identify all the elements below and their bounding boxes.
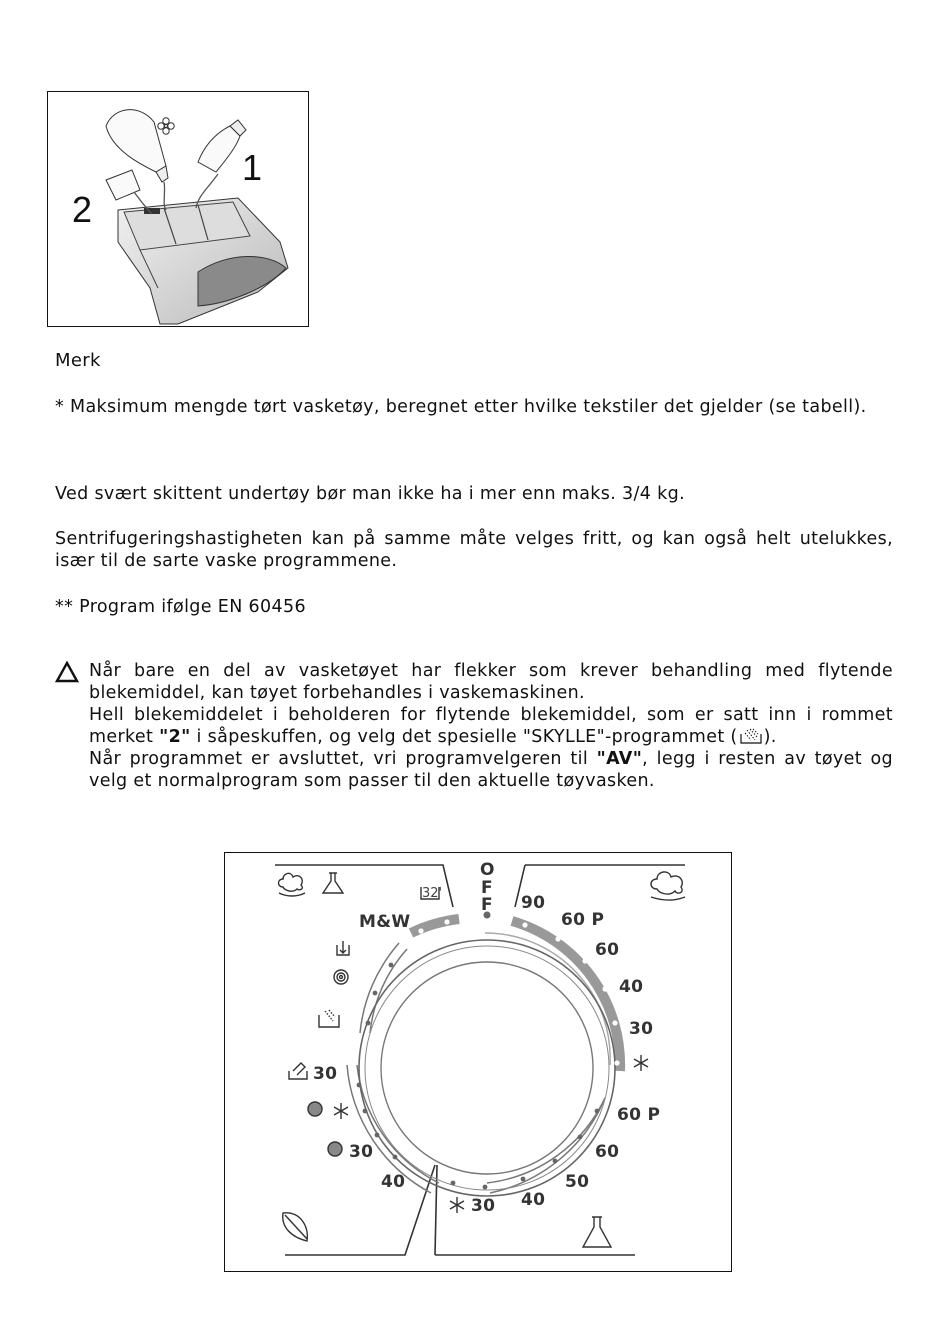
temp-90: 90 [521,893,546,913]
cotton-cold-icon [651,872,685,900]
detergent-drawer-illustration [48,92,310,328]
wool-icon-1 [308,1102,322,1116]
temp-30-synth: 30 [471,1196,496,1216]
program-dial-figure [224,852,732,1272]
program-dial [225,853,733,1273]
synthetic-icon [323,873,343,893]
warning-text [89,660,893,792]
spiral-icon [334,970,348,984]
note-program-standard: ** Program ifølge EN 60456 [55,597,306,617]
note-max-load: * Maksimum mengde tørt vasketøy, beregnet etter hvilke tekstiler det gjelder (se tabell). [55,397,867,417]
detergent-drawer-figure [47,91,309,327]
wool-icon-2 [328,1142,342,1156]
compartment-label-1: 1 [242,147,263,188]
warning-triangle-icon [55,661,79,683]
compartment-label-2: 2 [72,189,93,230]
snowflake-icon-1 [334,1103,348,1119]
snowflake-icon-2 [634,1055,648,1071]
rinse-icon [319,1010,339,1027]
temp-60-synth: 60 [595,1142,620,1162]
snowflake-icon-3 [450,1197,464,1213]
handwash-icon [289,1063,307,1079]
temp-40: 40 [619,977,644,997]
label-32min: 32' [422,886,443,901]
temp-50-synth: 50 [565,1172,590,1192]
off-letter-f2: F [481,895,493,915]
synthetic-icon-bottom [583,1217,611,1247]
flower-icon [158,118,174,134]
rinse-icon [738,726,764,746]
temp-60p-synth: 60 P [617,1105,661,1125]
off-letter-o: O [480,860,495,880]
warning-line-1: Når bare en del av vasketøyet har flekker som krever behandling med flytende blekemiddel, kan tøyet forbehandles i vaskemaskinen. [89,661,893,703]
notes-heading: Merk [55,350,101,371]
program-mw: M&W [359,912,411,932]
spin-icon [337,941,349,955]
temp-30: 30 [629,1019,654,1039]
temp-30-wool: 30 [349,1142,374,1162]
warning-line-3: Når programmet er avsluttet, vri programvelgeren til "AV", legg i resten av tøyet og velg et normalprogram som passer til den aktuelle tøyvasken. [89,749,893,791]
warning-line-2: Hell blekemiddelet i beholderen for flytende blekemiddel, som er satt inn i rommet merket "2" i såpeskuffen, og velg det spesielle "SKYLLE"-programmet ( ). [89,705,893,747]
delicate-icon [283,1213,308,1241]
temp-40-synth: 40 [521,1190,546,1210]
temp-40-wool: 40 [381,1172,406,1192]
temp-30-handwash: 30 [313,1064,338,1084]
off-letter-f1: F [481,878,493,898]
cotton-icon [279,873,306,896]
note-underwear: Ved svært skittent undertøy bør man ikke ha i mer enn maks. 3/4 kg. [55,484,686,504]
temp-60p: 60 P [561,910,605,930]
temp-60: 60 [595,940,620,960]
note-spin-speed: Sentrifugeringshastigheten kan på samme måte velges fritt, og kan også helt utelukkes, især til de sarte vaske programmene. [55,529,893,571]
